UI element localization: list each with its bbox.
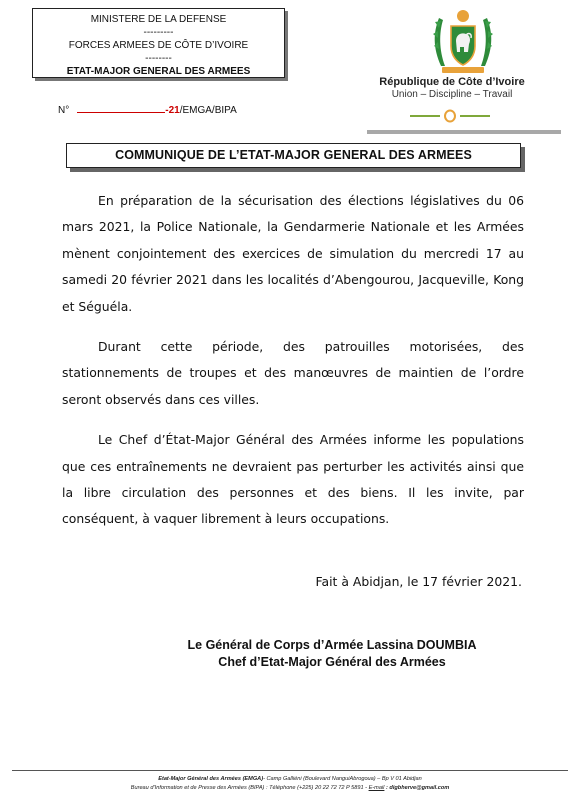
ornament-divider-icon [410,109,490,123]
footer-email-label: E-mail [368,785,385,791]
header-rule [367,130,561,134]
reference-number-value: -21 [165,105,180,116]
staff-name: ETAT-MAJOR GENERAL DES ARMEES [66,66,251,77]
footer-email: : digbherve@gmail.com [385,785,450,791]
header-separator-1: --------- [143,27,174,38]
footer-line-1 [12,775,568,784]
republic-block [352,76,552,100]
header-separator-2: -------- [145,53,172,64]
republic-name: République de Côte d’Ivoire [379,76,525,88]
footer [12,775,568,793]
republic-motto: Union – Discipline – Travail [391,89,513,100]
reference-number [58,103,237,116]
forces-name: FORCES ARMEES DE CÔTE D’IVOIRE [68,40,249,51]
paragraph: En préparation de la sécurisation des élections législatives du 06 mars 2021, la Police Nationale, la Gendarmerie Nationale et les Armées mènent conjointement des exercices de simulation du mercredi 17 au samedi 20 février 2021 dans les localités d’Abengourou, Jacqueville, Kong et Séguéla. [62,193,524,314]
ministry-header-box [32,8,285,78]
footer-rule [12,770,568,771]
communique-title: COMMUNIQUE DE L’ETAT-MAJOR GENERAL DES ARMEES [66,143,521,168]
coat-of-arms-icon [425,8,501,76]
paragraph: Le Chef d’État-Major Général des Armées informe les populations que ces entraînements ne devraient pas perturber les activités ainsi que la libre circulation des personnes et des biens. Il les invite, par conséquent, à vaquer librement à leurs occupations. [62,432,524,527]
paragraph: Durant cette période, des patrouilles motorisées, des stationnements de troupes et des manœuvres de maintien de l’ordre seront observés dans ces villes. [62,339,524,407]
reference-prefix: N° [58,105,70,116]
reference-suffix: /EMGA/BIPA [179,105,237,116]
reference-blank-line [77,103,165,113]
place-date: Fait à Abidjan, le 17 février 2021. [315,574,522,589]
signature-block [132,637,532,671]
communique-body [62,188,524,547]
signatory-name: Le Général de Corps d’Armée Lassina DOUMBIA [187,638,477,652]
ministry-name: MINISTERE DE LA DEFENSE [90,14,227,25]
signatory-role: Chef d’Etat-Major Général des Armées [218,655,446,669]
footer-address: - Camp Galliéni (Boulevard NanguiAbrogoua) – Bp V 01 Abidjan [263,776,422,782]
footer-contact: Bureau d’Information et de Presse des Armées (BIPA) : Téléphone (+225) 20 22 72 72 P 5891 - [130,785,367,791]
footer-line-2 [12,784,568,793]
footer-emga: Etat-Major Général des Armées (EMGA) [158,776,264,782]
